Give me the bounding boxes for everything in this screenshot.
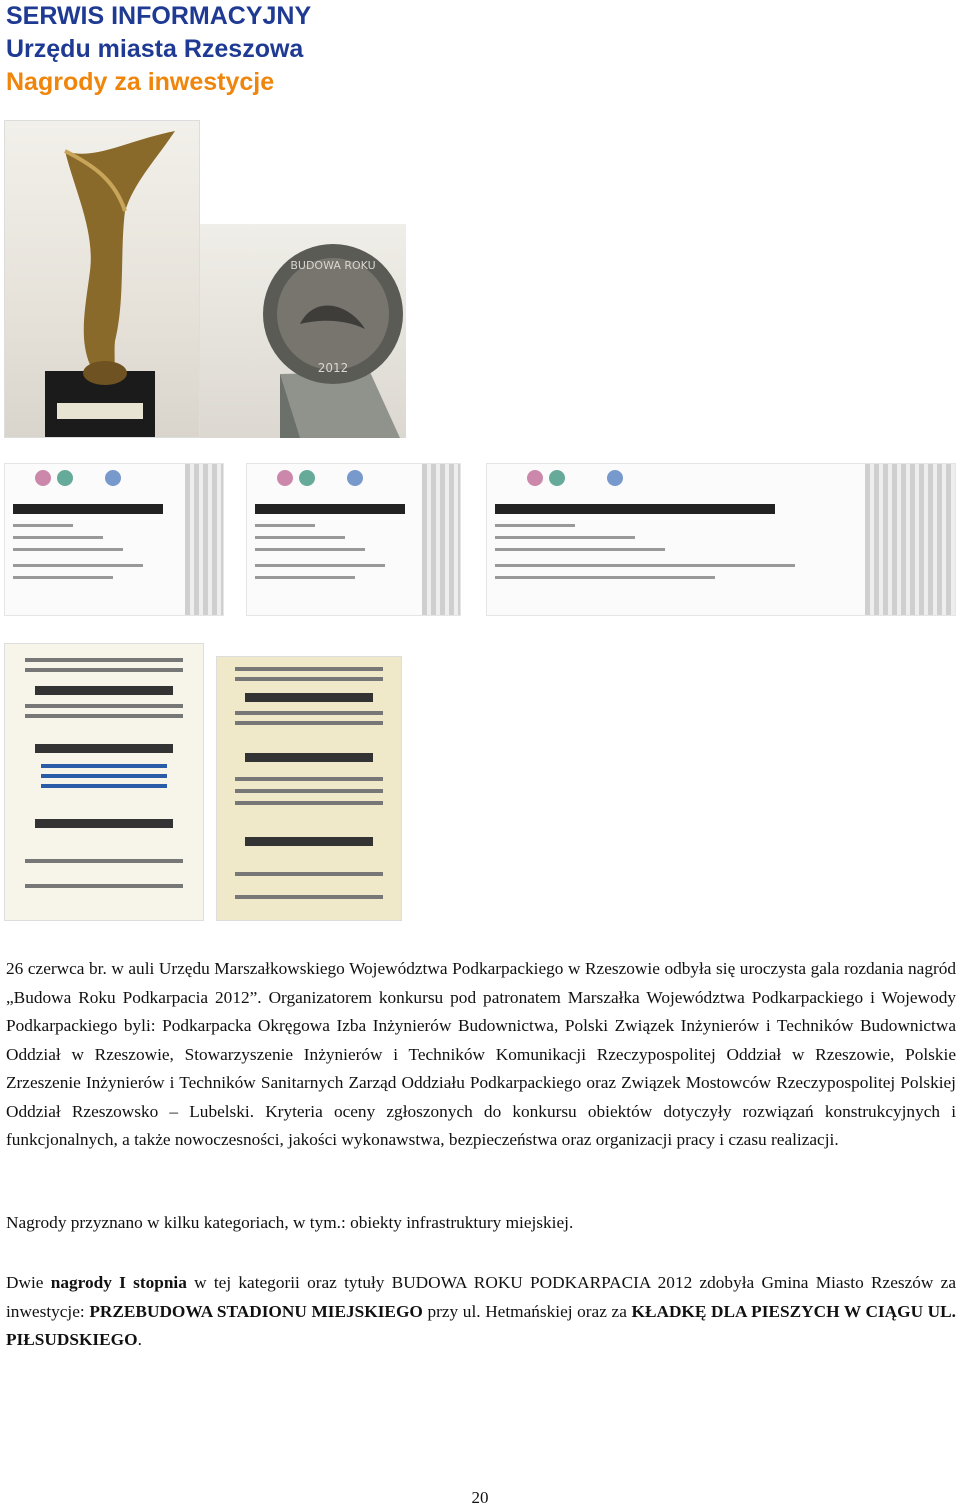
certificate-1 bbox=[4, 463, 224, 616]
certificate-3 bbox=[486, 463, 956, 616]
paragraph-categories: Nagrody przyznano w kilku kategoriach, w tym.: obiekty infrastruktury miejskiej. bbox=[6, 1213, 574, 1232]
awards-text-2: w tej kategorii oraz tytuły BUDOWA ROKU PODKARPACIA 2012 zdobyła Gmina Miasto Rzeszów za inwestycje: bbox=[6, 1273, 956, 1321]
svg-text:2012: 2012 bbox=[317, 361, 349, 375]
paragraph-ceremony: 26 czerwca br. w auli Urzędu Marszałkowskiego Województwa Podkarpackiego w Rzeszowie odbyła się uroczysta gala rozdania nagród „Budowa Roku Podkarpacia 2012”. Organizatorem konkursu pod patronatem Marszałka Województwa Podkarpackiego i Wojewody Podkarpackiego byli: Podkarpacka Okręgowa Izba Inżynierów Budownictwa, Polski Związek Inżynierów i Techników Budownictwa Oddział w Rzeszowie, Stowarzyszenie Inżynierów i Techników Komunikacji Rzeczypospolitej Oddział w Rzeszowie, Polskie Zrzeszenie Inżynierów i Techników Sanitarnych Zarząd Oddziału Podkarpackiego oraz Związek Mostowców Rzeczypospolitej Polskiej Oddział Rzeszowsko – Lubelski. Kryteria oceny zgłoszonych do konkursu obiektów dotyczyły rozwiązań konstrukcyjnych i funkcjonalnych, a także nowoczesności, jakości wykonawstwa, bezpieczeństwa oraz organizacji pracy i czasu realizacji. bbox=[6, 959, 956, 1149]
statuette-image bbox=[5, 121, 200, 438]
header-section: Nagrody za inwestycje bbox=[6, 68, 275, 96]
medal-inscription: BUDOWA ROKU bbox=[290, 259, 376, 272]
paragraph-awards bbox=[6, 1269, 956, 1355]
awards-text-3: przy ul. Hetmańskiej oraz za bbox=[422, 1301, 632, 1321]
awards-bold-prize: nagrody I stopnia bbox=[50, 1273, 187, 1292]
certificate-2 bbox=[246, 463, 461, 616]
diploma-1 bbox=[4, 643, 204, 921]
header-title: SERWIS INFORMACYJNY bbox=[6, 2, 312, 30]
medal-photo bbox=[200, 224, 406, 438]
header bbox=[6, 0, 311, 99]
header-subtitle: Urzędu miasta Rzeszowa bbox=[6, 35, 304, 63]
awards-bold-stadium: PRZEBUDOWA STADIONU MIEJSKIEGO bbox=[89, 1301, 423, 1321]
awards-bold-footbridge: KŁADKĘ DLA PIESZYCH W CIĄGU UL. PIŁSUDSKIEGO bbox=[6, 1301, 957, 1349]
awards-text-1: Dwie bbox=[6, 1273, 51, 1292]
medal-image bbox=[200, 224, 406, 438]
page-number: 20 bbox=[471, 1488, 489, 1507]
awards-text-4: . bbox=[137, 1330, 142, 1349]
statuette-photo bbox=[4, 120, 200, 438]
diploma-2 bbox=[216, 656, 402, 921]
